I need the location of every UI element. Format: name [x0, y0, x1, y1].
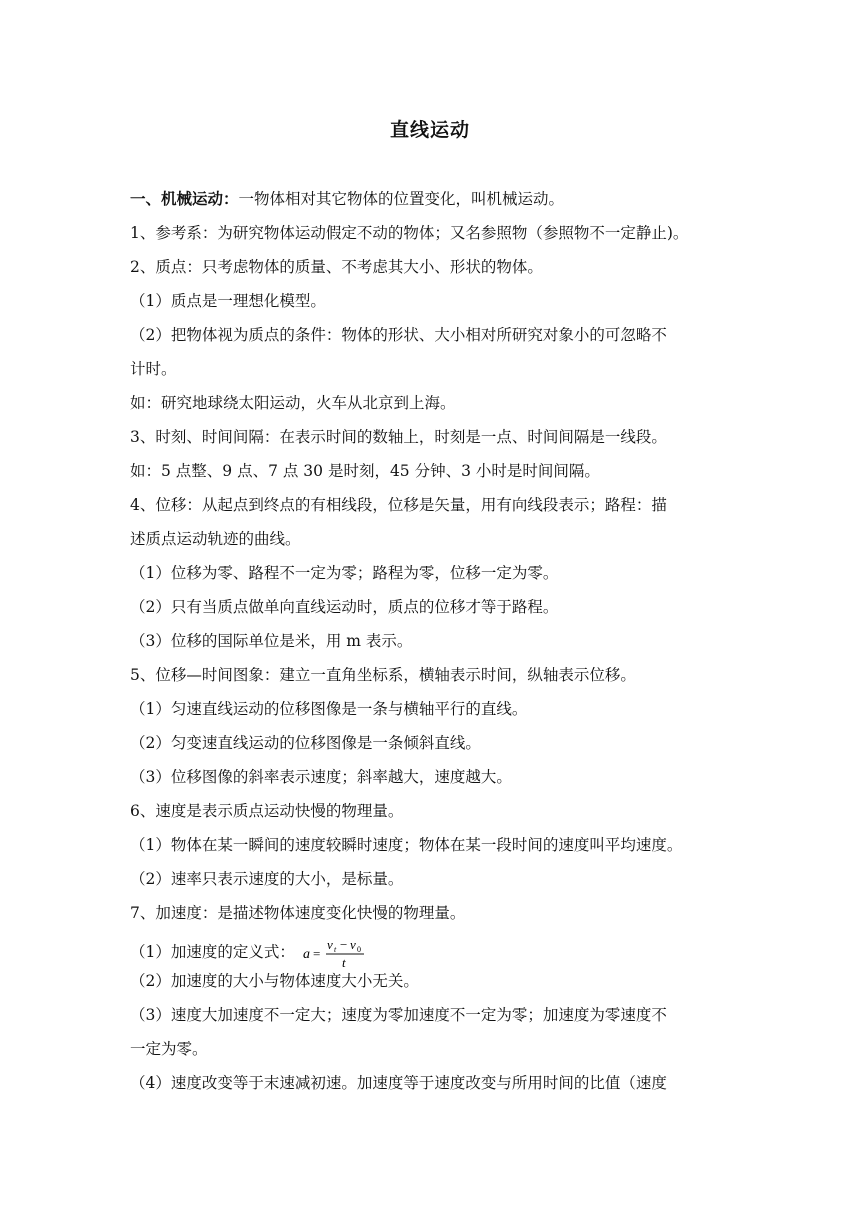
paragraph-line: 4、位移：从起点到终点的有相线段，位移是矢量，用有向线段表示；路程：描: [130, 496, 667, 514]
paragraph-line: （2）速率只表示速度的大小，是标量。: [130, 870, 404, 888]
paragraph-line: 如：研究地球绕太阳运动，火车从北京到上海。: [130, 394, 456, 412]
paragraph-line: （3）位移图像的斜率表示速度；斜率越大，速度越大。: [130, 768, 512, 786]
paragraph-line: （2）加速度的大小与物体速度大小无关。: [130, 972, 419, 990]
paragraph-line: 3、时刻、时间间隔：在表示时间的数轴上，时刻是一点、时间间隔是一线段。: [130, 428, 667, 446]
formula-minus: −: [339, 937, 348, 952]
formula-denominator: t: [341, 955, 346, 970]
page-title: 直线运动: [389, 119, 470, 141]
paragraph-line: （1）质点是一理想化模型。: [130, 292, 326, 310]
paragraph-line: 2、质点：只考虑物体的质量、不考虑其大小、形状的物体。: [130, 258, 543, 276]
paragraph-line: （3）位移的国际单位是米，用 m 表示。: [130, 632, 413, 650]
section-heading: 一、机械运动：: [130, 190, 239, 208]
paragraph-line: （4）速度改变等于末速减初速。加速度等于速度改变与所用时间的比值（速度: [130, 1074, 667, 1092]
paragraph-line: [130, 188, 730, 222]
paragraph-line: （2）把物体视为质点的条件：物体的形状、大小相对所研究对象小的可忽略不: [130, 326, 667, 344]
formula-v0-subscript: 0: [356, 945, 361, 954]
paragraph-line: 述质点运动轨迹的曲线。: [130, 530, 301, 548]
paragraph-line: 如：5 点整、9 点、7 点 30 是时刻，45 分钟、3 小时是时间间隔。: [130, 462, 600, 480]
paragraph-line: （1）匀速直线运动的位移图像是一条与横轴平行的直线。: [130, 700, 528, 718]
paragraph-line: 5、位移—时间图象：建立一直角坐标系，横轴表示时间，纵轴表示位移。: [130, 666, 636, 684]
formula-equals: =: [312, 946, 321, 961]
paragraph-line: 一定为零。: [130, 1040, 208, 1058]
formula-v0: v: [349, 937, 356, 952]
document-body: [130, 188, 730, 1106]
paragraph-line: [130, 936, 730, 970]
paragraph-line: 7、加速度：是描述物体速度变化快慢的物理量。: [130, 904, 466, 922]
paragraph-line: （1）位移为零、路程不一定为零；路程为零，位移一定为零。: [130, 564, 559, 582]
section-text: 一物体相对其它物体的位置变化，叫机械运动。: [238, 190, 565, 208]
paragraph-line: （1）物体在某一瞬间的速度较瞬时速度；物体在某一段时间的速度叫平均速度。: [130, 836, 683, 854]
formula-vt-subscript: t: [333, 945, 337, 954]
paragraph-line: （2）只有当质点做单向直线运动时，质点的位移才等于路程。: [130, 598, 559, 616]
paragraph-line: 计时。: [130, 360, 177, 378]
paragraph-line: 1、参考系：为研究物体运动假定不动的物体；又名参照物（参照物不一定静止)。: [130, 224, 689, 242]
formula-label: （1）加速度的定义式：: [130, 943, 295, 961]
paragraph-line: （3）速度大加速度不一定大；速度为零加速度不一定为零；加速度为零速度不: [130, 1006, 667, 1024]
formula-vt: v: [326, 937, 333, 952]
paragraph-line: 6、速度是表示质点运动快慢的物理量。: [130, 802, 404, 820]
paragraph-line: （2）匀变速直线运动的位移图像是一条倾斜直线。: [130, 734, 481, 752]
formula-graphic: [301, 936, 381, 970]
acceleration-formula: [301, 936, 381, 970]
formula-lhs: a: [302, 947, 310, 962]
